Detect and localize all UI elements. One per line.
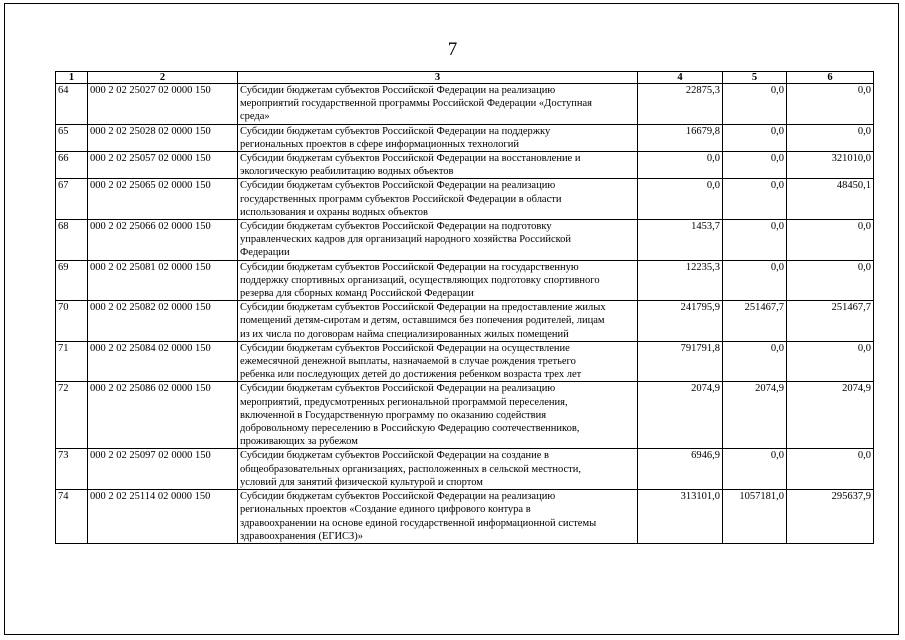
row-number: 70 (56, 301, 88, 342)
amount-v4: 241795,9 (638, 301, 723, 342)
table-row (56, 449, 874, 490)
amount-v6: 0,0 (787, 220, 874, 261)
description-line: включенной в Государственную программу по оказанию содействия (240, 409, 547, 421)
amount-v6: 0,0 (787, 84, 874, 125)
amount-v4: 791791,8 (638, 341, 723, 382)
amount-v4: 0,0 (638, 179, 723, 220)
table-row (56, 179, 874, 220)
description-line: Субсидии бюджетам субъектов Российской Федерации на восстановление и (240, 153, 581, 165)
table-row (56, 382, 874, 449)
row-number: 64 (56, 84, 88, 125)
amount-v5: 0,0 (723, 84, 787, 125)
description-line: Субсидии бюджетам субъектов Российской Федерации на реализацию (240, 491, 556, 503)
table-body (56, 84, 874, 544)
description-line: мероприятий, предусмотренных региональной программой переселения, (240, 396, 568, 408)
description-line: среда» (240, 111, 270, 123)
amount-v4: 6946,9 (638, 449, 723, 490)
description-line: Субсидии бюджетам субъектов Российской Федерации на поддержку (240, 125, 551, 137)
amount-v6: 48450,1 (787, 179, 874, 220)
column-header-4: 4 (638, 72, 723, 84)
table-row (56, 341, 874, 382)
amount-v6: 321010,0 (787, 152, 874, 179)
amount-v5: 0,0 (723, 449, 787, 490)
description-line: добровольному переселению в Российскую Федерацию соотечественников, (240, 423, 580, 435)
budget-code: 000 2 02 25082 02 0000 150 (88, 301, 238, 342)
table-row (56, 152, 874, 179)
column-header-1: 1 (56, 72, 88, 84)
description-line: Субсидии бюджетам субъектов Российской Федерации на реализацию (240, 180, 556, 192)
amount-v5: 0,0 (723, 341, 787, 382)
row-number: 73 (56, 449, 88, 490)
amount-v4: 16679,8 (638, 124, 723, 151)
subsidy-description (238, 152, 638, 179)
table-row (56, 220, 874, 261)
description-line: Субсидии бюджетам субъектов Российской Федерации на осуществление (240, 342, 570, 354)
row-number: 68 (56, 220, 88, 261)
subsidy-description (238, 301, 638, 342)
amount-v6: 2074,9 (787, 382, 874, 449)
amount-v5: 0,0 (723, 179, 787, 220)
row-number: 69 (56, 260, 88, 301)
budget-table (55, 71, 874, 544)
amount-v5: 0,0 (723, 260, 787, 301)
amount-v6: 295637,9 (787, 490, 874, 544)
description-line: использования и охраны водных объектов (240, 206, 429, 218)
budget-code: 000 2 02 25027 02 0000 150 (88, 84, 238, 125)
amount-v4: 0,0 (638, 152, 723, 179)
page-number: 7 (447, 39, 458, 60)
amount-v5: 2074,9 (723, 382, 787, 449)
table-header-row (56, 72, 874, 84)
amount-v4: 313101,0 (638, 490, 723, 544)
column-header-2: 2 (88, 72, 238, 84)
amount-v6: 0,0 (787, 260, 874, 301)
table-row (56, 490, 874, 544)
description-line: региональных проектов в сфере информационных технологий (240, 138, 519, 150)
row-number: 71 (56, 341, 88, 382)
description-line: поддержку спортивных организаций, осуществляющих подготовку спортивного (240, 274, 600, 286)
description-line: Субсидии бюджетам субъектов Российской Федерации на предоставление жилых (240, 302, 606, 314)
column-header-6: 6 (787, 72, 874, 84)
description-line: Субсидии бюджетам субъектов Российской Федерации на создание в (240, 450, 549, 462)
description-line: Субсидии бюджетам субъектов Российской Федерации на реализацию (240, 85, 556, 96)
description-line: Субсидии бюджетам субъектов Российской Федерации на реализацию (240, 383, 556, 395)
amount-v5: 251467,7 (723, 301, 787, 342)
row-number: 74 (56, 490, 88, 544)
description-line: здравоохранения (ЕГИСЗ)» (240, 530, 364, 542)
amount-v5: 0,0 (723, 124, 787, 151)
description-line: Субсидии бюджетам субъектов Российской Федерации на государственную (240, 261, 579, 273)
table-row (56, 84, 874, 125)
amount-v5: 0,0 (723, 220, 787, 261)
budget-code: 000 2 02 25081 02 0000 150 (88, 260, 238, 301)
description-line: условий для занятий физической культурой и спортом (240, 476, 483, 488)
subsidy-description (238, 382, 638, 449)
description-line: общеобразовательных организациях, расположенных в сельской местности, (240, 463, 581, 475)
budget-code: 000 2 02 25086 02 0000 150 (88, 382, 238, 449)
description-line: ежемесячной денежной выплаты, назначаемой в случае рождения третьего (240, 356, 576, 368)
description-line: здравоохранении на основе единой государственной информационной системы (240, 517, 597, 529)
description-line: государственных программ субъектов Российской Федерации в области (240, 193, 562, 205)
budget-code: 000 2 02 25057 02 0000 150 (88, 152, 238, 179)
amount-v4: 2074,9 (638, 382, 723, 449)
table-row (56, 124, 874, 151)
budget-code: 000 2 02 25114 02 0000 150 (88, 490, 238, 544)
subsidy-description (238, 84, 638, 125)
table-row (56, 260, 874, 301)
amount-v5: 1057181,0 (723, 490, 787, 544)
table-row (56, 301, 874, 342)
subsidy-description (238, 179, 638, 220)
subsidy-description (238, 490, 638, 544)
description-line: помещений детям-сиротам и детям, оставшимся без попечения родителей, лицам (240, 315, 605, 327)
subsidy-description (238, 341, 638, 382)
budget-code: 000 2 02 25084 02 0000 150 (88, 341, 238, 382)
amount-v6: 251467,7 (787, 301, 874, 342)
amount-v6: 0,0 (787, 124, 874, 151)
subsidy-description (238, 260, 638, 301)
description-line: региональных проектов «Создание единого цифрового контура в (240, 504, 531, 516)
subsidy-description (238, 124, 638, 151)
amount-v4: 22875,3 (638, 84, 723, 125)
column-header-3: 3 (238, 72, 638, 84)
amount-v5: 0,0 (723, 152, 787, 179)
budget-code: 000 2 02 25066 02 0000 150 (88, 220, 238, 261)
amount-v4: 1453,7 (638, 220, 723, 261)
budget-code: 000 2 02 25097 02 0000 150 (88, 449, 238, 490)
subsidy-description (238, 449, 638, 490)
description-line: резерва для сборных команд Российской Федерации (240, 288, 474, 300)
description-line: проживающих за рубежом (240, 436, 358, 448)
row-number: 66 (56, 152, 88, 179)
row-number: 65 (56, 124, 88, 151)
amount-v6: 0,0 (787, 341, 874, 382)
description-line: мероприятий государственной программы Российской Федерации «Доступная (240, 98, 592, 110)
budget-code: 000 2 02 25065 02 0000 150 (88, 179, 238, 220)
description-line: ребенка или последующих детей до достижения ребенком возраста трех лет (240, 369, 582, 381)
amount-v4: 12235,3 (638, 260, 723, 301)
row-number: 67 (56, 179, 88, 220)
budget-code: 000 2 02 25028 02 0000 150 (88, 124, 238, 151)
description-line: управленческих кадров для организаций народного хозяйства Российской (240, 234, 572, 246)
amount-v6: 0,0 (787, 449, 874, 490)
description-line: экологическую реабилитацию водных объектов (240, 166, 454, 178)
subsidy-description (238, 220, 638, 261)
row-number: 72 (56, 382, 88, 449)
description-line: из их числа по договорам найма специализированных жилых помещений (240, 328, 569, 340)
description-line: Федерации (240, 247, 290, 259)
description-line: Субсидии бюджетам субъектов Российской Федерации на подготовку (240, 221, 552, 233)
column-header-5: 5 (723, 72, 787, 84)
